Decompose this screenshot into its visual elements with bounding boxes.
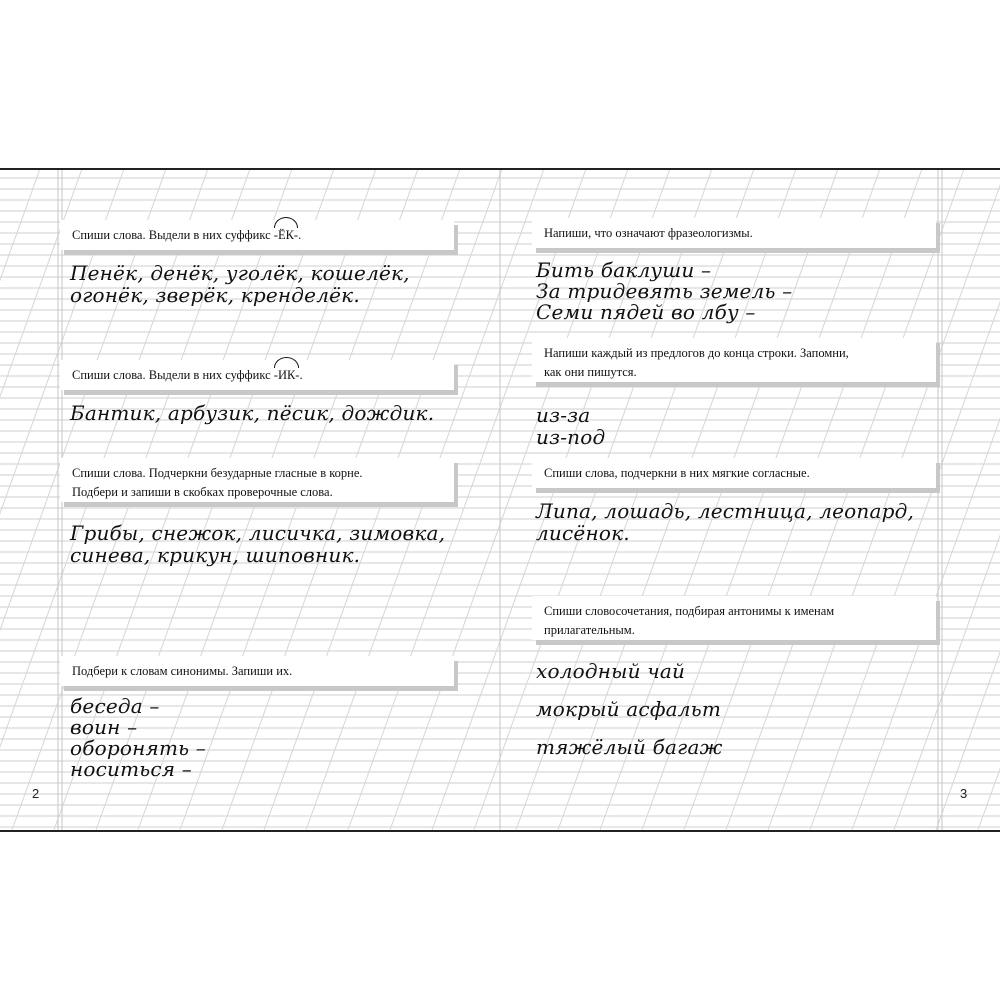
task-prompt-text: как они пишутся. [544, 365, 637, 379]
handwritten-answer [70, 262, 410, 306]
answer-line: тяжёлый багаж [536, 735, 723, 759]
task-prompt-box [60, 656, 454, 686]
task-prompt-text: Спиши словосочетания, подбирая антонимы к именам [544, 604, 835, 618]
answer-line: Грибы, снежок, лисичка, зимовка, [70, 521, 446, 545]
task-prompt-text: Спиши слова, подчеркни в них мягкие согласные. [544, 466, 810, 480]
answer-line: синева, крикун, шиповник. [70, 543, 361, 567]
task-prompt-box [532, 458, 936, 488]
task-prompt-text: Подбери к словам синонимы. Запиши их. [72, 664, 293, 678]
task-prompt-text: Спиши слова. Подчеркни безударные гласные в корне. [72, 466, 363, 480]
answer-line: из-за [536, 403, 591, 427]
task-prompt-text: Спиши слова. Выдели в них суффикс [72, 368, 274, 382]
task-prompt-text: Подбери и запиши в скобках проверочные слова. [72, 485, 333, 499]
answer-line: беседа – [70, 694, 160, 718]
answer-line: Липа, лошадь, лестница, леопард, [536, 499, 915, 523]
answer-line: Пенёк, денёк, уголёк, кошелёк, [70, 261, 410, 285]
answer-line: холодный чай [536, 659, 686, 683]
suffix-marked: -ЁК- [274, 226, 298, 245]
handwritten-answer [536, 500, 914, 544]
answer-line: воин – [70, 715, 138, 739]
task-prompt-text: прилагательным. [544, 623, 635, 637]
answer-line: Бить баклуши – [536, 258, 712, 282]
answer-line: оборонять – [70, 736, 206, 760]
suffix-marked: -ИК- [274, 366, 300, 385]
task-prompt-box [532, 338, 936, 382]
slant-guide-line [936, 170, 1000, 830]
answer-line: носиться – [70, 757, 192, 781]
task-prompt-box [60, 458, 454, 502]
task-prompt-text: Спиши слова. Выдели в них суффикс [72, 228, 274, 242]
task-prompt-box: Спиши слова. Выдели в них суффикс -ИК-. [60, 360, 454, 390]
slant-guide-line [978, 170, 1000, 830]
page-number-right: 3 [960, 786, 968, 801]
answer-line: Семи пядей во лбу – [536, 300, 756, 324]
handwritten-answer [536, 260, 792, 323]
task-prompt-text: Напиши, что означают фразеологизмы. [544, 226, 753, 240]
answer-line: лисёнок. [536, 521, 630, 545]
handwritten-answer [70, 522, 445, 566]
task-prompt-box [532, 218, 936, 248]
handwritten-answer [536, 660, 685, 682]
task-prompt-box [532, 596, 936, 640]
handwritten-answer [70, 402, 434, 424]
answer-line: За тридевять земель – [536, 279, 793, 303]
copybook-spread [0, 168, 1000, 832]
answer-line: из-под [536, 425, 606, 449]
task-prompt-text: Напиши каждый из предлогов до конца строки. Запомни, [544, 346, 849, 360]
task-prompt-box: Спиши слова. Выдели в них суффикс -ЁК-. [60, 220, 454, 250]
page-number-left: 2 [32, 786, 40, 801]
handwritten-answer [536, 736, 723, 758]
answer-line: Бантик, арбузик, пёсик, дождик. [70, 401, 435, 425]
handwritten-answer [536, 404, 605, 448]
handwritten-answer [536, 698, 721, 720]
answer-line: огонёк, зверёк, кренделёк. [70, 283, 360, 307]
handwritten-answer [70, 696, 206, 780]
answer-line: мокрый асфальт [536, 697, 721, 721]
